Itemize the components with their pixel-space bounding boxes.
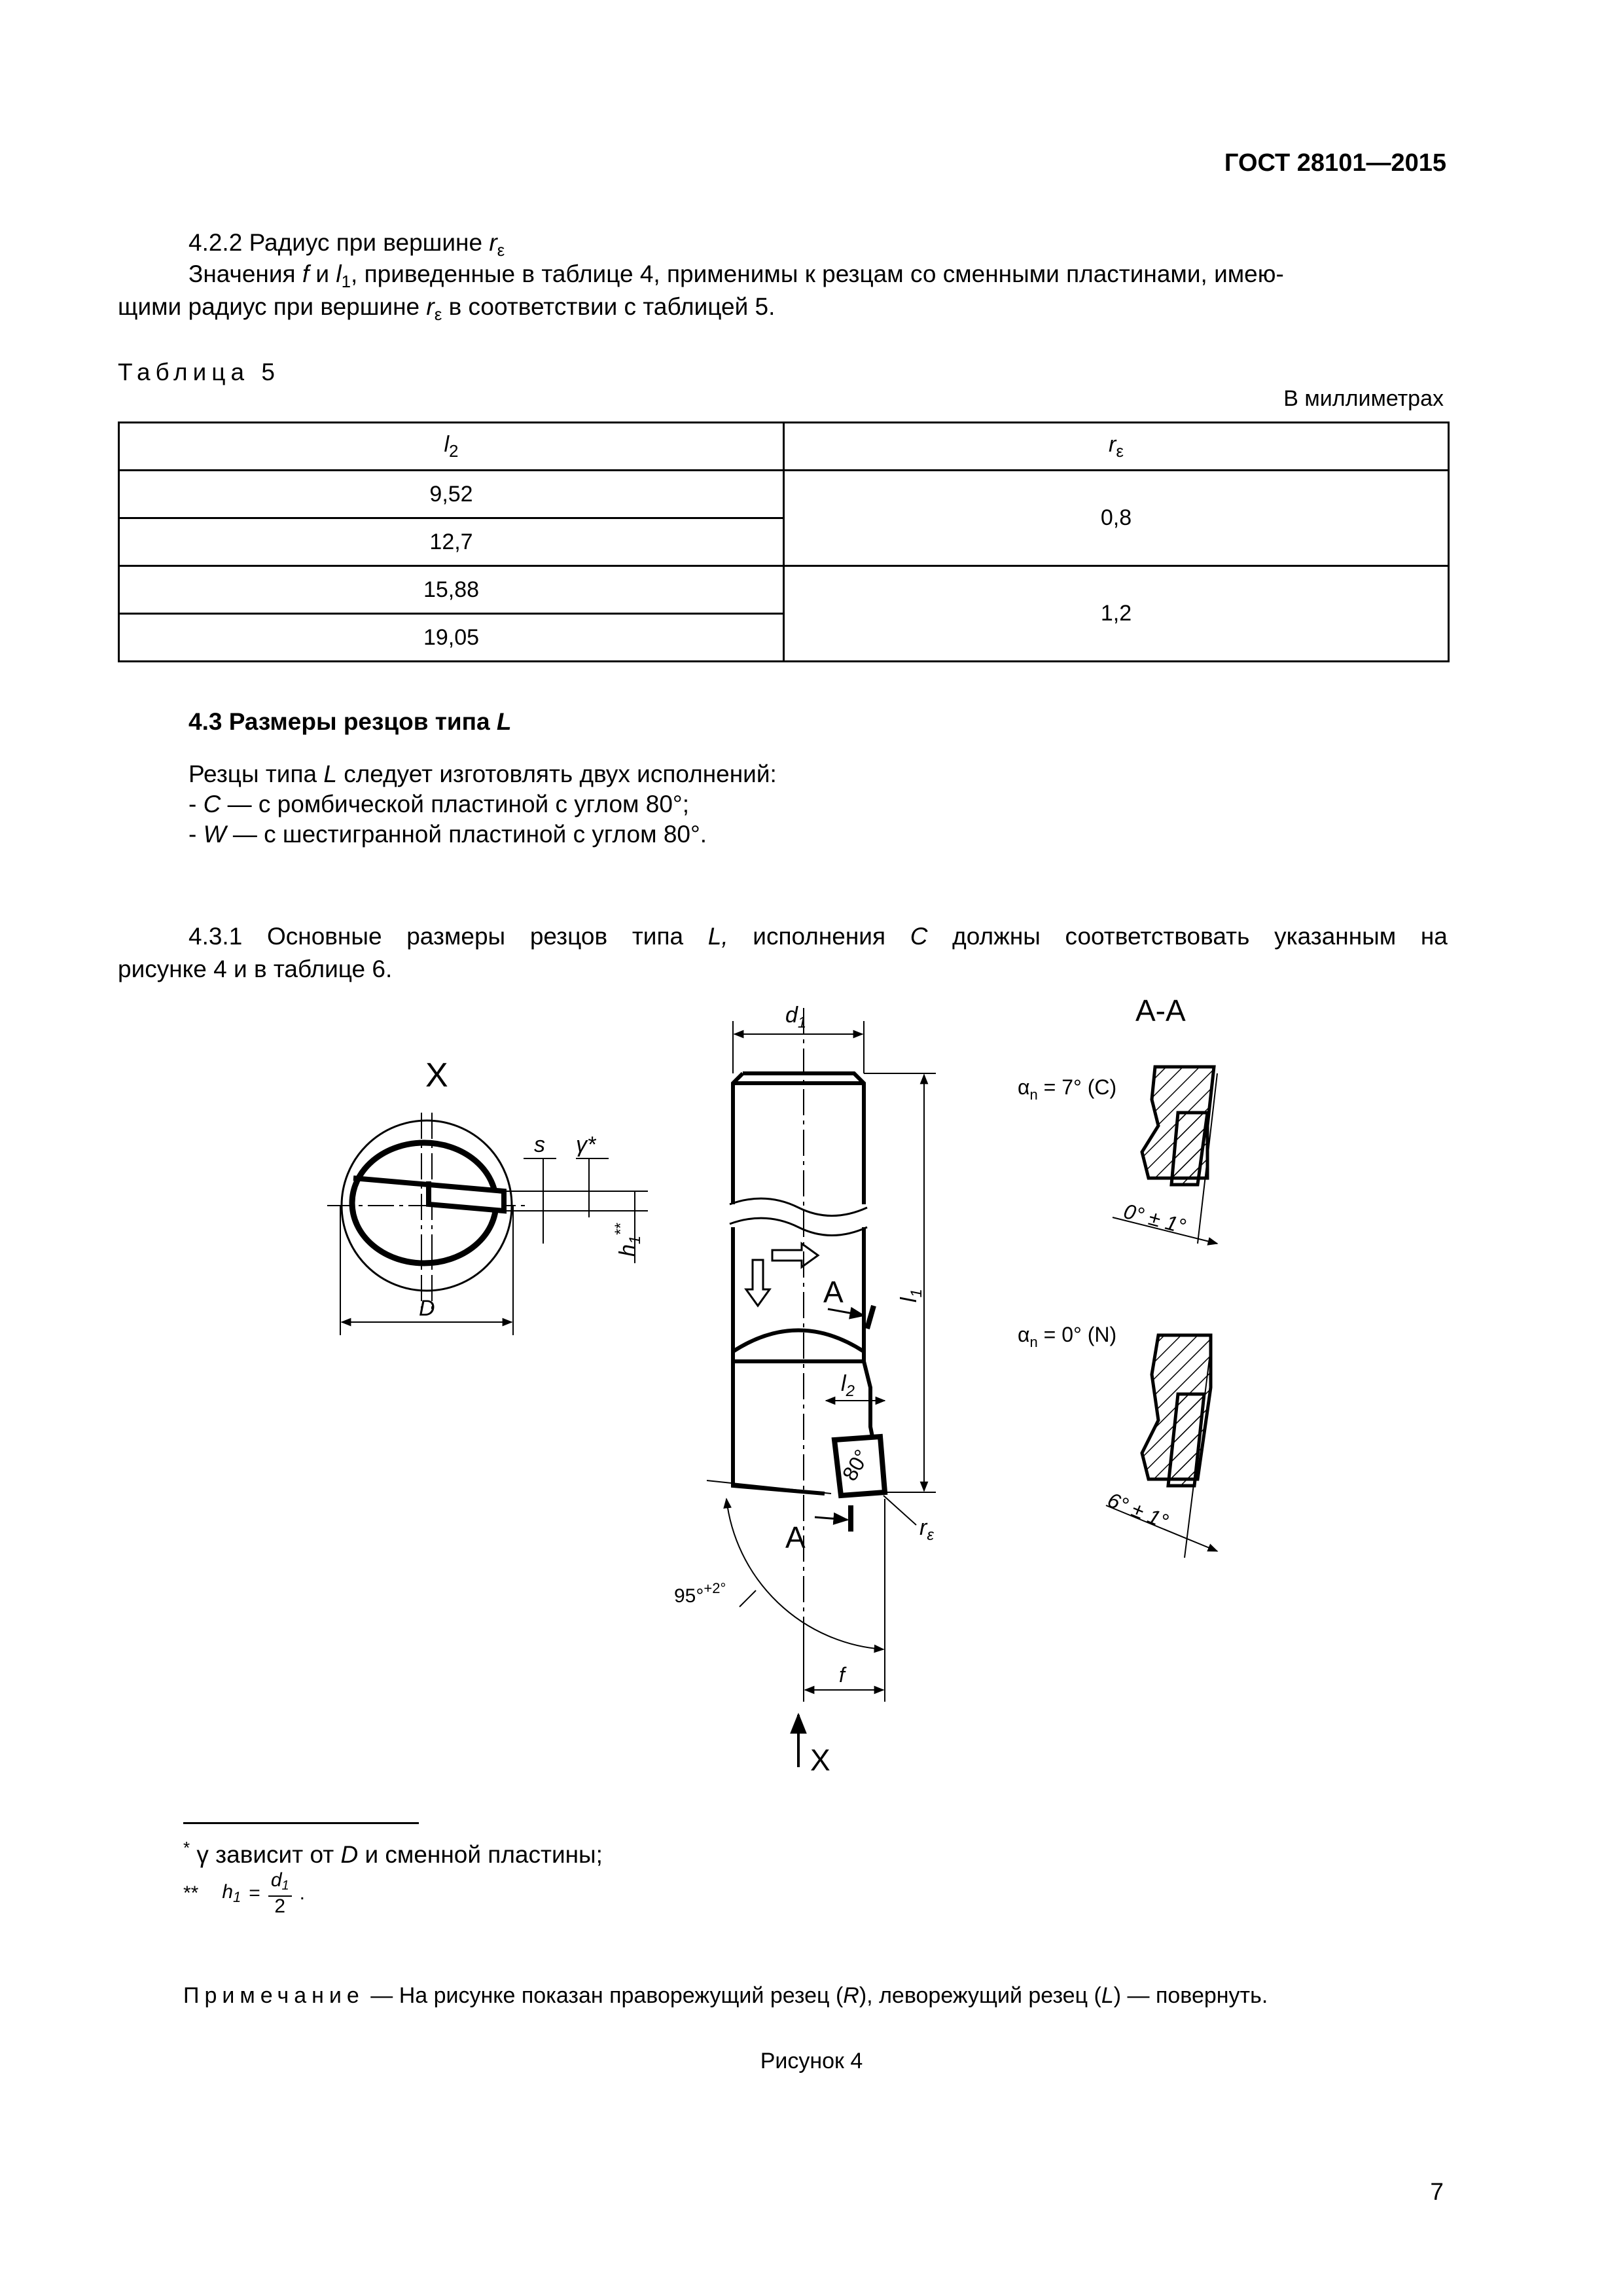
word: должны — [952, 923, 1041, 950]
p1-b: и — [309, 260, 336, 287]
alpha-7: $\alpha_n = 7^\circ$ (C) — [1018, 1075, 1117, 1103]
equals: = — [249, 1882, 260, 1904]
table-cell: 12,7 — [119, 518, 784, 566]
label-gamma: γ* — [576, 1132, 596, 1157]
view-x-arrow-label: X — [810, 1743, 830, 1777]
word: Основные — [266, 923, 382, 950]
d-symbol: D — [340, 1841, 359, 1868]
footnote-text: γ зависит от — [190, 1841, 341, 1868]
item-text: — с шестигранной пластиной с углом 80°. — [226, 821, 707, 848]
p1-c: , приведенные в таблице 4, применимы к резцам со сменными пластинами, имею- — [351, 260, 1284, 287]
note-l: L — [1101, 1983, 1114, 2008]
note-text: ), леворежущий резец ( — [859, 1983, 1101, 2008]
p1-b: следует изготовлять двух исполнений: — [336, 761, 777, 787]
word: резцов — [529, 923, 608, 950]
word: исполнения — [753, 923, 886, 950]
section-aa — [1018, 994, 1217, 1558]
word: C — [910, 923, 928, 950]
item-text: — с ромбической пластиной с углом 80°; — [221, 791, 689, 817]
heading-text: 4.3 Размеры резцов типа — [188, 708, 497, 735]
note-r: R — [843, 1983, 859, 2008]
word: 4.3.1 — [188, 923, 243, 950]
footnote-mark: * — [183, 1838, 190, 1857]
figure-caption: Рисунок 4 — [760, 2049, 863, 2073]
view-x-detail — [327, 1056, 648, 1335]
bullet: - — [188, 791, 204, 817]
type-l-symbol: L — [323, 761, 337, 787]
p1-a: Резцы типа — [188, 761, 324, 787]
table-units: В миллиметрах — [1283, 386, 1444, 411]
angle-6: 6° ± 1° — [1104, 1488, 1172, 1534]
table-caption: Таблица 5 — [118, 359, 280, 386]
label-f: f — [839, 1663, 845, 1687]
r-symbol: r — [489, 229, 497, 256]
table-cell: 15,88 — [119, 566, 784, 614]
l-subscript: 2 — [449, 440, 459, 461]
r-symbol: r — [426, 293, 435, 320]
footnote-rule — [183, 1822, 419, 1824]
note-label: Примечание — [183, 1983, 365, 2008]
variant-c: C — [203, 791, 221, 817]
table-cell: 19,05 — [119, 614, 784, 662]
l-subscript: 1 — [341, 272, 351, 291]
footnote-mark: ** — [183, 1882, 199, 1904]
epsilon-subscript: ε — [497, 240, 505, 260]
word: указанным — [1274, 923, 1397, 950]
label-95-deg: 95°$^{+2^\circ}$ — [674, 1580, 726, 1607]
view-x-label: X — [425, 1056, 448, 1094]
table-cell-merged: 0,8 — [784, 471, 1449, 566]
page-number: 7 — [1430, 2178, 1444, 2205]
note — [183, 1981, 1268, 2011]
table-cell: 9,52 — [119, 471, 784, 518]
p2-b: в соответствии с таблицей 5. — [442, 293, 776, 320]
r-symbol: r — [1109, 431, 1116, 457]
label-r-epsilon: $r_\varepsilon$ — [919, 1515, 934, 1544]
footnote-2 — [183, 1871, 305, 1916]
label-d1: $d_1$ — [785, 1003, 807, 1031]
epsilon-subscript: ε — [434, 304, 442, 324]
main-view — [674, 1003, 936, 1777]
section-a-upper: A — [823, 1275, 844, 1309]
word: на — [1420, 923, 1448, 950]
note-text: — На рисунке показан праворежущий резец ( — [364, 1983, 844, 2008]
angle-0: 0° ± 1° — [1121, 1198, 1188, 1238]
label-s: s — [534, 1132, 545, 1157]
word: типа — [632, 923, 684, 950]
h1-symbol: $h_1$ — [222, 1881, 241, 1905]
document-id: ГОСТ 28101—2015 — [1224, 149, 1446, 177]
fraction — [268, 1871, 292, 1916]
alpha-0: $\alpha_n = 0^\circ$ (N) — [1018, 1323, 1117, 1350]
note-text: ) — повернуть. — [1113, 1983, 1268, 2008]
label-d-diameter: D — [419, 1296, 435, 1321]
word: размеры — [406, 923, 506, 950]
f-symbol: f — [302, 260, 310, 287]
period: . — [299, 1882, 305, 1904]
footnote-1 — [183, 1833, 603, 1870]
p2-a: щими радиус при вершине — [118, 293, 427, 320]
fraction-denominator: 2 — [274, 1895, 286, 1917]
type-l-symbol: L — [496, 708, 512, 735]
paragraph-431-line-2: рисунке 4 и в таблице 6. — [118, 956, 393, 982]
fraction-numerator: d1 — [268, 1871, 292, 1897]
table-cell-merged: 1,2 — [784, 566, 1449, 662]
word: соответствовать — [1065, 923, 1250, 950]
section-aa-title: A-A — [1135, 994, 1186, 1028]
l-symbol: l — [336, 260, 342, 287]
variant-w: W — [203, 821, 226, 848]
label-l2: $l_2$ — [841, 1371, 855, 1400]
label-h1: $h_1^{**}$ — [612, 1223, 644, 1257]
bullet: - — [188, 821, 204, 848]
label-l1: $l_1$ — [897, 1289, 925, 1302]
p1-a: Значения — [188, 260, 302, 287]
section-a-lower: A — [785, 1520, 806, 1554]
heading-text: 4.2.2 Радиус при вершине — [188, 229, 490, 256]
label-80-deg: 80° — [837, 1445, 874, 1485]
footnote-text: и сменной пластины; — [358, 1841, 603, 1868]
l-symbol: l — [444, 431, 450, 457]
epsilon-subscript: ε — [1116, 440, 1124, 461]
word: L, — [707, 923, 728, 950]
